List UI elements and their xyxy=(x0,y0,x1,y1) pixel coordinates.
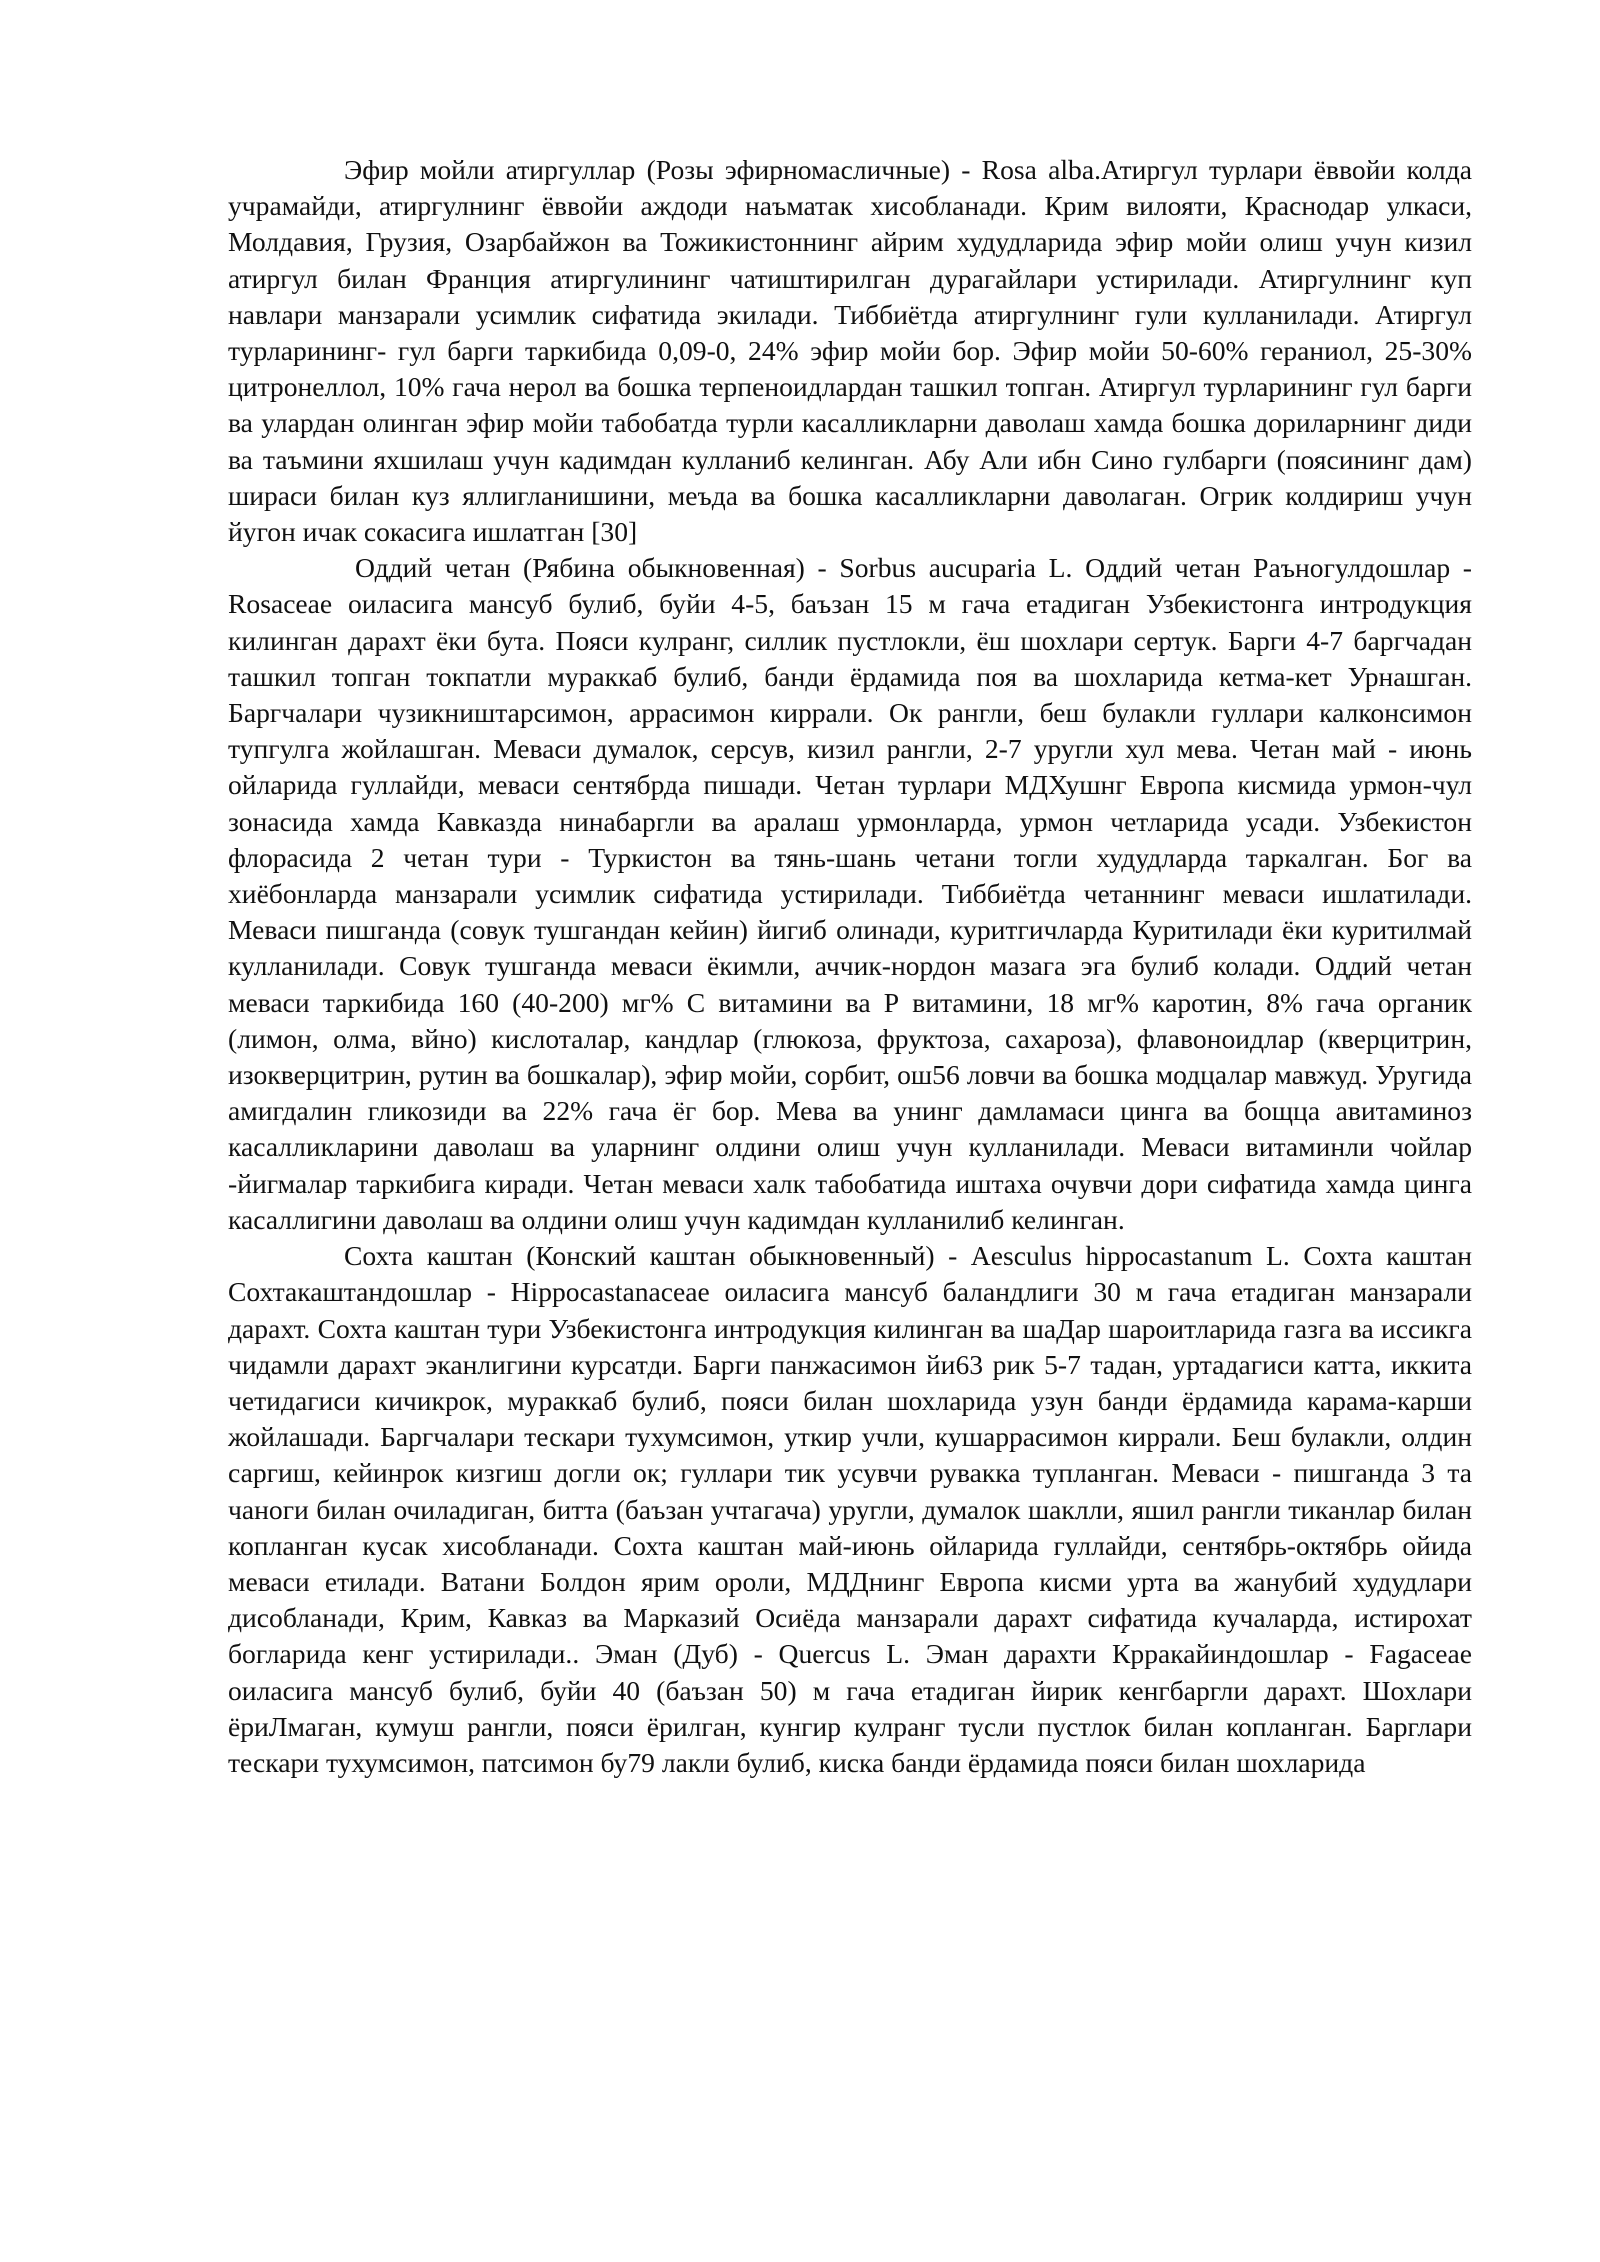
paragraph-sorbus-aucuparia: Оддий четан (Рябина обыкновенная) - Sorbus aucuparia L. Оддий четан Раъногулдошлар - Rosaceae оиласига мансуб булиб, буйи 4-5, баъзан 15 м гача етадиган Узбекистонга интродукция килинган дарахт ёки бута. Пояси кулранг, силлик пустлокли, ёш шохлари сертук. Барги 4-7 баргчадан ташкил топган токпатли мураккаб булиб, банди ёрдамида поя ва шохларида кетма-кет Урнашган. Баргчалари чузикништарсимон, аррасимон киррали. Ок рангли, беш булакли гуллари калконсимон тупгулга жойлашган. Меваси думалок, серсув, кизил рангли, 2-7 уругли хул мева. Четан май - июнь ойларида гуллайди, меваси сентябрда пишади. Четан турлари МДХушнг Европа кисмида урмон-чул зонасида хамда Кавказда нинабаргли ва аралаш урмонларда, урмон четларида усади. Узбекистон флорасида 2 четан тури - Туркистон ва тянь-шань четани тогли худудларда таркалган. Бог ва хиёбонларда манзарали усимлик сифатида устирилади. Тиббиётда четаннинг меваси ишлатилади. Меваси пишганда (совук тушгандан кейин) йигиб олинади, куритгичларда Куритилади ёки куритилмай кулланилади. Совук тушганда меваси ёкимли, аччик-нордон мазага эга булиб колади. Оддий четан меваси таркибида 160 (40-200) мг% С витамини ва Р витамини, 18 мг% каротин, 8% гача органик (лимон, олма, вйно) кислоталар, кандлар (глюкоза, фруктоза, сахароза), флавоноидлар (кверцитрин, изокверцитрин, рутин ва бошкалар), эфир мойи, сорбит, ош56 ловчи ва бошка модцалар мавжуд. Уругида амигдалин гликозиди ва 22% гача ёг бор. Мева ва унинг дамламаси цинга ва бощца авитаминоз касалликларини даволаш ва уларнинг олдини олиш учун кулланилади. Меваси витаминли чойлар -йигмалар таркибига киради. Четан меваси халк табобатида иштаха очувчи дори сифатида хамда цинга касаллигини даволаш ва олдини олиш учун кадимдан кулланилиб келинган. xyxy=(228,552,1472,1235)
paragraph-rosa-alba: Эфир мойли атиргуллар (Розы эфирномасличные) - Rosa alba.Атиргул турлари ёввойи колда учрамайди, атиргулнинг ёввойи аждоди наъматак хисобланади. Крим вилояти, Краснодар улкаси, Молдавия, Грузия, Озарбайжон ва Тожикистоннинг айрим худудларида эфир мойи олиш учун кизил атиргул билан Франция атиргулининг чатиштирилган дурагайлари устирилади. Атиргулнинг куп навлари манзарали усимлик сифатида экилади. Тиббиётда атиргулнинг гули кулланилади. Атиргул турларининг- гул барги таркибида 0,09-0, 24% эфир мойи бор. Эфир мойи 50-60% гераниол, 25-30% цитронеллол, 10% гача нерол ва бошка терпеноидлардан ташкил топган. Атиргул турларининг гул барги ва улардан олинган эфир мойи табобатда турли касалликларни даволаш хамда бошка дориларнинг диди ва таъмини яхшилаш учун кадимдан кулланиб келинган. Абу Али ибн Сино гулбарги (поясининг дам) шираси билан куз яллигланишини, меъда ва бошка касалликларни даволаган. Огрик колдириш учун йугон ичак сокасига ишлатган [30] xyxy=(228,154,1472,548)
body-text xyxy=(228,152,1472,1781)
paragraph-aesculus-hippocastanum: Сохта каштан (Конский каштан обыкновенный) - Aesculus hippocastanum L. Сохта каштан Сохтакаштандошлар - Hippocastanaceae оиласига мансуб баландлиги 30 м гача етадиган манзарали дарахт. Сохта каштан тури Узбекистонга интродукция килинган ва шаДар шароитларида газга ва иссикга чидамли дарахт эканлигини курсатди. Барги панжасимон йи63 рик 5-7 тадан, уртадагиси катта, иккита четидагиси кичикрок, мураккаб булиб, пояси билан шохларида узун банди ёрдамида карама-карши жойлашади. Баргчалари тескари тухумсимон, уткир учли, кушаррасимон киррали. Беш булакли, олдин саргиш, кейинрок кизгиш догли ок; гуллари тик усувчи рувакка тупланган. Меваси - пишганда 3 та чаноги билан очиладиган, битта (баъзан учтагача) уругли, думалок шаклли, яшил рангли тиканлар билан копланган кусак хисобланади. Сохта каштан май-июнь ойларида гуллайди, сентябрь-октябрь ойида меваси етилади. Ватани Болдон ярим ороли, МДДнинг Европа кисми урта ва жанубий худудлари дисобланади, Крим, Кавказ ва Марказий Осиёда манзарали дарахт сифатида кучаларда, истирохат богларида кенг устирилади.. Эман (Дуб) - Quercus L. Эман дарахти Крракайиндошлар - Fagaceae оиласига мансуб булиб, буйи 40 (баъзан 50) м гача етадиган йирик кенгбаргли дарахт. Шохлари ёриЛмаган, кумуш рангли, пояси ёрилган, кунгир кулранг тусли пустлок билан копланган. Барглари тескари тухумсимон, патсимон бу79 лакли булиб, киска банди ёрдамида пояси билан шохларида xyxy=(228,1240,1472,1778)
